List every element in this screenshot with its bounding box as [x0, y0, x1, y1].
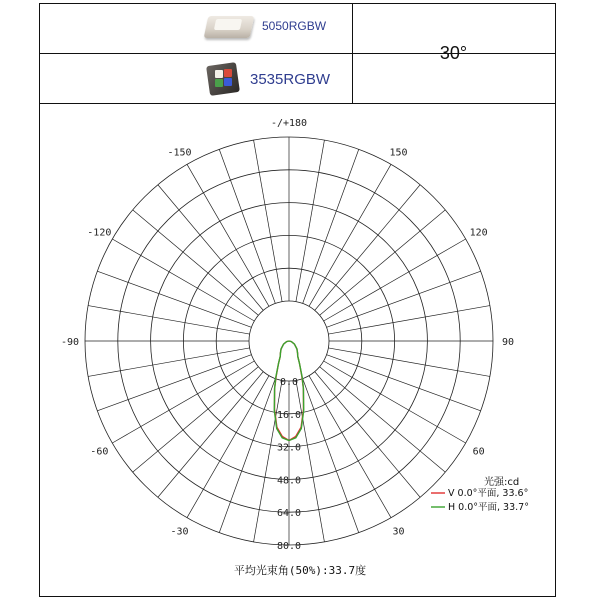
angle-tick-label: 120	[469, 227, 488, 239]
grid-spoke	[320, 367, 446, 472]
chart-legend	[431, 475, 529, 513]
grid-spoke	[158, 372, 263, 498]
grid-spoke	[328, 348, 490, 376]
beam-angle-value: 30°	[439, 43, 468, 63]
average-beam-angle: 平均光束角(50%):33.7度	[233, 564, 367, 577]
angle-tick-label: 150	[389, 147, 408, 159]
grid-spoke	[327, 271, 481, 327]
grid-spoke	[303, 149, 359, 303]
angle-tick-label: -120	[87, 227, 112, 239]
grid-spoke	[219, 149, 275, 303]
grid-spoke	[158, 185, 263, 311]
grid-spoke	[133, 367, 259, 472]
legend-entry-1: H 0.0°平面, 33.7°	[448, 502, 529, 513]
radial-tick-label: 48.0	[276, 475, 302, 487]
grid-spoke	[88, 348, 250, 376]
angle-tick-label: -60	[90, 446, 109, 458]
legend-entry-0: V 0.0°平面, 33.6°	[448, 488, 529, 499]
angle-tick-label: 90	[501, 337, 515, 348]
radial-tick-label: 64.0	[276, 508, 302, 520]
angle-tick-label: 60	[472, 446, 485, 458]
grid-spoke	[327, 355, 481, 411]
grid-spoke	[328, 306, 490, 334]
grid-spoke	[97, 355, 251, 411]
grid-spoke	[303, 379, 359, 533]
grid-spoke	[88, 306, 250, 334]
grid-spoke	[97, 271, 251, 327]
product-label-5050: 5050RGBW	[262, 19, 327, 33]
product-label-3535: 3535RGBW	[250, 70, 331, 88]
grid-spoke	[315, 185, 420, 311]
radial-tick-label: 16.0	[276, 409, 302, 421]
grid-spoke	[219, 379, 275, 533]
angle-tick-label: -/+180	[270, 118, 308, 129]
radial-tick-label: 32.0	[276, 442, 302, 454]
grid-spoke	[296, 140, 324, 302]
radial-tick-label: 80.0	[276, 541, 302, 552]
angle-tick-label: -30	[170, 526, 189, 538]
angle-tick-label: -150	[167, 147, 192, 159]
grid-spoke	[133, 210, 259, 315]
grid-spoke	[254, 140, 282, 302]
legend-title: 光强:cd	[484, 477, 520, 488]
angle-tick-label: -90	[60, 337, 80, 348]
grid-spoke	[315, 372, 420, 498]
angle-tick-label: 30	[392, 526, 405, 538]
grid-spoke	[320, 210, 446, 315]
radial-tick-label: 0.0	[279, 377, 299, 388]
